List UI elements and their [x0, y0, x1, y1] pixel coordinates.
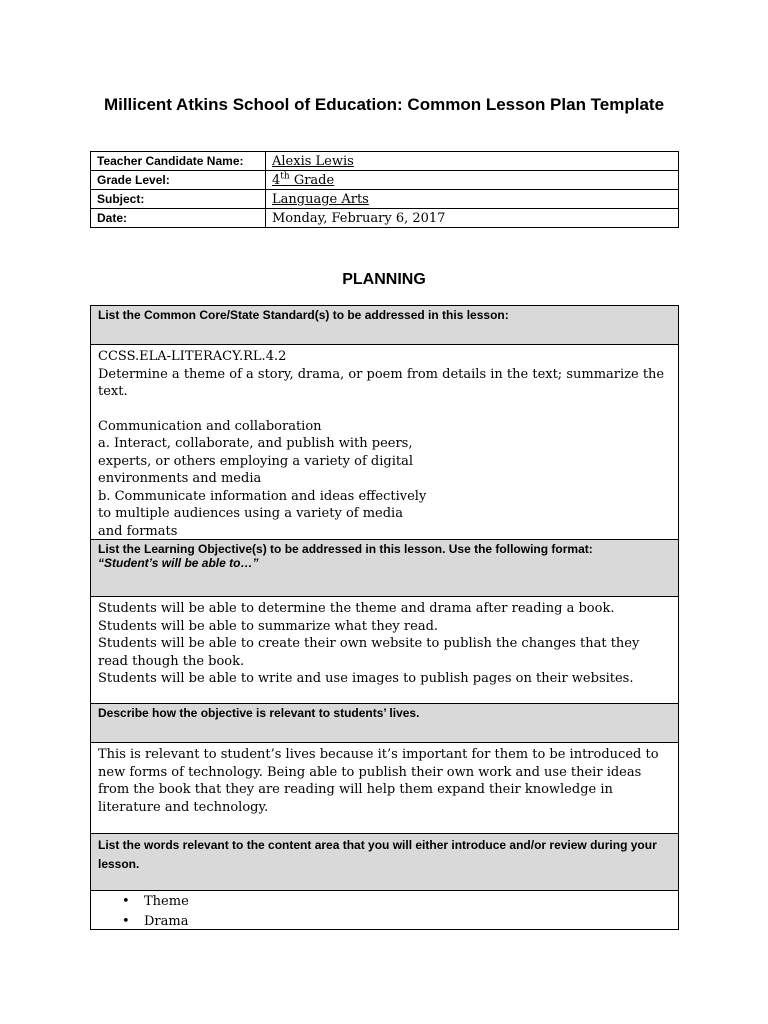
relevance-text: This is relevant to student’s lives because it’s important for them to be introduced to new forms of technology. Being able to publish their own work and use their ideas from the book that they are reading will help them expand their knowledge in literature and technology. [98, 747, 659, 815]
standards-line: experts, or others employing a variety of digital [98, 453, 413, 469]
vocabulary-header-text: List the words relevant to the content area that you will either introduce and/or review during your lesson. [98, 838, 657, 871]
lesson-info-table [90, 151, 679, 228]
teacher-value-cell [266, 152, 679, 171]
planning-table [90, 305, 679, 930]
document-title: Millicent Atkins School of Education: Common Lesson Plan Template [103, 95, 665, 114]
objectives-header-text: List the Learning Objective(s) to be addressed in this lesson. Use the following format: [98, 542, 593, 556]
grade-suffix: th [280, 171, 290, 182]
vocabulary-list [98, 892, 671, 929]
relevance-header [91, 704, 678, 743]
subject-label: Subject: [91, 190, 266, 209]
objective-line: Students will be able to write and use images to publish pages on their websites. [98, 671, 634, 686]
subject-value: Language Arts [272, 191, 369, 207]
relevance-header-text: Describe how the objective is relevant to students’ lives. [98, 706, 420, 720]
subject-row [91, 190, 679, 209]
standards-line: Determine a theme of a story, drama, or poem from details in the text; summarize the text. [98, 366, 665, 399]
vocabulary-item: • Theme [118, 892, 671, 912]
objectives-body [91, 597, 678, 704]
vocabulary-header [91, 834, 678, 891]
objective-line: Students will be able to summarize what they read. [98, 618, 439, 634]
subject-value-cell [266, 190, 679, 209]
standards-line: environments and media [98, 471, 262, 486]
vocabulary-item: • Drama [118, 912, 671, 929]
objectives-header [91, 540, 678, 597]
grade-row [91, 171, 679, 190]
standards-body [91, 345, 678, 540]
standards-line: and formats [98, 523, 178, 539]
grade-label: Grade Level: [91, 171, 266, 190]
objectives-format-text: “Student’s will be able to…” [98, 556, 259, 570]
standards-line: a. Interact, collaborate, and publish with peers, [98, 436, 413, 451]
date-row [91, 209, 679, 228]
date-label: Date: [91, 209, 266, 228]
standards-spacer [98, 401, 671, 418]
standards-line: Communication and collaboration [98, 418, 322, 434]
teacher-row [91, 152, 679, 171]
teacher-value: Alexis Lewis [272, 153, 354, 169]
relevance-body [91, 743, 678, 834]
date-value: Monday, February 6, 2017 [266, 209, 679, 228]
standards-line: to multiple audiences using a variety of media [98, 506, 403, 521]
standards-line: b. Communicate information and ideas effectively [98, 488, 427, 504]
vocabulary-body [91, 891, 678, 929]
grade-number: 4 [272, 173, 281, 189]
standards-header-text: List the Common Core/State Standard(s) to be addressed in this lesson: [98, 308, 509, 322]
grade-text: Grade [289, 173, 335, 189]
objective-line: Students will be able to create their own website to publish the changes that they read though the book. [98, 636, 640, 669]
objective-line: Students will be able to determine the theme and drama after reading a book. [98, 601, 615, 616]
teacher-label: Teacher Candidate Name: [91, 152, 266, 171]
planning-heading: PLANNING [342, 271, 426, 288]
grade-value-cell [266, 171, 679, 190]
standards-header [91, 306, 678, 345]
standards-line: CCSS.ELA-LITERACY.RL.4.2 [98, 349, 287, 364]
grade-value [272, 173, 334, 188]
